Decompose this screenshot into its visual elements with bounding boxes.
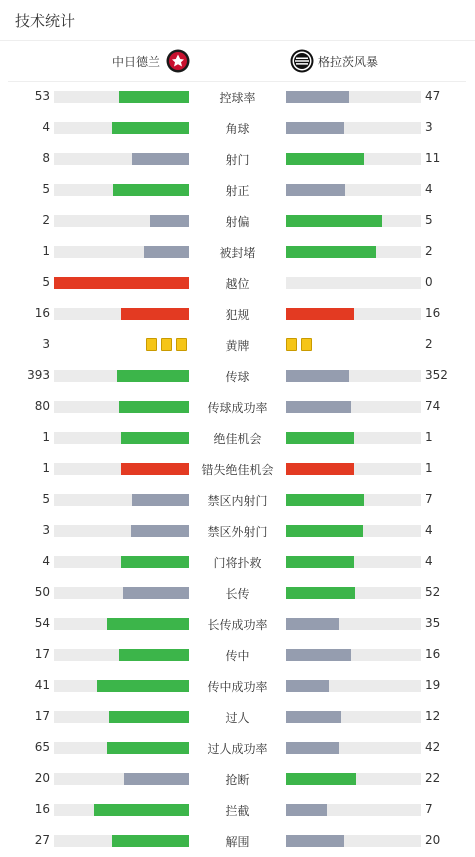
away-value: 35 xyxy=(425,616,441,630)
home-bar-track xyxy=(54,308,189,320)
away-team-name: 格拉茨风暴 xyxy=(318,54,379,69)
away-value: 4 xyxy=(425,182,433,196)
away-bar-fill xyxy=(286,246,376,258)
home-bar-track xyxy=(54,91,189,103)
away-value: 16 xyxy=(425,647,441,661)
home-bar-track xyxy=(54,835,189,847)
stat-row xyxy=(0,329,475,360)
home-bar-track xyxy=(54,618,189,630)
stat-label: 解围 xyxy=(225,835,250,849)
away-bar-track xyxy=(286,587,421,599)
away-bar-fill xyxy=(286,556,354,568)
home-bar-track xyxy=(54,711,189,723)
home-bar-fill xyxy=(113,184,189,196)
away-bar-fill xyxy=(286,587,355,599)
away-bar-track xyxy=(286,680,421,692)
home-value: 393 xyxy=(27,368,50,382)
stat-row xyxy=(0,732,475,763)
stat-label: 角球 xyxy=(225,122,250,136)
home-value: 53 xyxy=(34,89,50,103)
away-value: 20 xyxy=(425,833,441,847)
away-value: 74 xyxy=(425,399,441,413)
stat-label: 过人 xyxy=(225,711,250,725)
home-bar-fill xyxy=(121,432,189,444)
away-value: 11 xyxy=(425,151,441,165)
away-value: 7 xyxy=(425,802,433,816)
away-bar-fill xyxy=(286,804,327,816)
away-bar-track xyxy=(286,184,421,196)
away-bar-fill xyxy=(286,711,341,723)
home-bar-track xyxy=(54,773,189,785)
stat-label: 射偏 xyxy=(225,215,250,229)
stat-row xyxy=(0,267,475,298)
home-bar-track xyxy=(54,370,189,382)
home-value: 80 xyxy=(34,399,50,413)
away-bar-track xyxy=(286,370,421,382)
home-bar-track xyxy=(54,277,189,289)
stat-label: 传球成功率 xyxy=(207,401,268,415)
home-value: 16 xyxy=(34,802,50,816)
away-yellow-cards xyxy=(286,338,316,351)
home-value: 20 xyxy=(34,771,50,785)
stat-label: 黄牌 xyxy=(225,339,250,353)
home-value: 3 xyxy=(42,523,50,537)
home-bar-fill xyxy=(54,277,189,289)
home-value: 3 xyxy=(42,337,50,351)
away-bar-fill xyxy=(286,401,351,413)
away-bar-track xyxy=(286,711,421,723)
home-bar-track xyxy=(54,649,189,661)
stat-row xyxy=(0,391,475,422)
home-value: 17 xyxy=(34,709,50,723)
home-value: 5 xyxy=(42,182,50,196)
away-bar-track xyxy=(286,618,421,630)
home-team[interactable] xyxy=(112,48,190,74)
away-bar-fill xyxy=(286,308,354,320)
home-value: 1 xyxy=(42,244,50,258)
away-bar-fill xyxy=(286,649,351,661)
stat-label: 越位 xyxy=(225,277,250,291)
stat-row xyxy=(0,360,475,391)
away-bar-track xyxy=(286,835,421,847)
away-bar-fill xyxy=(286,370,349,382)
stat-label: 传中 xyxy=(225,649,250,663)
home-bar-track xyxy=(54,246,189,258)
stat-row xyxy=(0,81,475,112)
teams-row xyxy=(8,41,466,82)
home-value: 27 xyxy=(34,833,50,847)
away-bar-track xyxy=(286,246,421,258)
stat-label: 长传 xyxy=(225,587,250,601)
home-value: 1 xyxy=(42,430,50,444)
home-value: 4 xyxy=(42,554,50,568)
stat-row xyxy=(0,205,475,236)
home-value: 54 xyxy=(34,616,50,630)
away-value: 22 xyxy=(425,771,441,785)
home-bar-track xyxy=(54,215,189,227)
stat-row xyxy=(0,236,475,267)
away-bar-track xyxy=(286,742,421,754)
stat-row xyxy=(0,639,475,670)
away-bar-track xyxy=(286,277,421,289)
home-bar-track xyxy=(54,122,189,134)
stat-row xyxy=(0,825,475,856)
away-value: 16 xyxy=(425,306,441,320)
home-bar-track xyxy=(54,401,189,413)
away-bar-fill xyxy=(286,835,344,847)
stat-row xyxy=(0,701,475,732)
home-value: 8 xyxy=(42,151,50,165)
stat-row xyxy=(0,670,475,701)
home-bar-track xyxy=(54,556,189,568)
away-bar-track xyxy=(286,494,421,506)
home-bar-fill xyxy=(107,618,189,630)
home-bar-track xyxy=(54,525,189,537)
home-bar-track xyxy=(54,587,189,599)
home-value: 5 xyxy=(42,275,50,289)
yellow-card-icon xyxy=(176,338,187,351)
away-bar-fill xyxy=(286,494,364,506)
away-bar-track xyxy=(286,215,421,227)
home-bar-fill xyxy=(109,711,189,723)
stat-row xyxy=(0,422,475,453)
stat-label: 绝佳机会 xyxy=(213,432,262,446)
away-bar-fill xyxy=(286,153,364,165)
sturm-graz-crest-icon xyxy=(290,49,314,73)
home-bar-fill xyxy=(121,463,189,475)
away-bar-track xyxy=(286,525,421,537)
stat-row xyxy=(0,577,475,608)
home-bar-track xyxy=(54,184,189,196)
home-bar-fill xyxy=(94,804,189,816)
away-team[interactable] xyxy=(290,48,378,74)
away-value: 5 xyxy=(425,213,433,227)
home-bar-fill xyxy=(117,370,189,382)
away-value: 47 xyxy=(425,89,441,103)
home-value: 1 xyxy=(42,461,50,475)
stat-label: 被封堵 xyxy=(219,246,256,260)
home-bar-track xyxy=(54,494,189,506)
stat-row xyxy=(0,763,475,794)
away-value: 42 xyxy=(425,740,441,754)
stat-row xyxy=(0,174,475,205)
away-value: 352 xyxy=(425,368,448,382)
away-bar-fill xyxy=(286,215,382,227)
away-bar-fill xyxy=(286,184,345,196)
home-bar-fill xyxy=(144,246,189,258)
stat-label: 错失绝佳机会 xyxy=(201,463,274,477)
home-value: 16 xyxy=(34,306,50,320)
stat-row xyxy=(0,794,475,825)
away-value: 4 xyxy=(425,554,433,568)
away-bar-fill xyxy=(286,773,356,785)
away-bar-fill xyxy=(286,680,329,692)
away-bar-track xyxy=(286,122,421,134)
yellow-card-icon xyxy=(301,338,312,351)
home-bar-fill xyxy=(121,308,189,320)
away-bar-fill xyxy=(286,91,349,103)
stat-row xyxy=(0,484,475,515)
away-value: 2 xyxy=(425,244,433,258)
stat-row xyxy=(0,112,475,143)
home-bar-track xyxy=(54,742,189,754)
home-bar-track xyxy=(54,153,189,165)
home-yellow-cards xyxy=(144,338,189,351)
away-bar-fill xyxy=(286,122,344,134)
away-bar-track xyxy=(286,556,421,568)
home-bar-track xyxy=(54,432,189,444)
stat-label: 射正 xyxy=(225,184,250,198)
home-bar-track xyxy=(54,804,189,816)
home-value: 4 xyxy=(42,120,50,134)
stat-row xyxy=(0,298,475,329)
away-value: 0 xyxy=(425,275,433,289)
home-value: 5 xyxy=(42,492,50,506)
stat-row xyxy=(0,515,475,546)
away-bar-fill xyxy=(286,618,339,630)
stat-label: 禁区内射门 xyxy=(207,494,268,508)
stat-label: 犯规 xyxy=(225,308,250,322)
stat-label: 拦截 xyxy=(225,804,250,818)
home-bar-fill xyxy=(112,122,189,134)
home-bar-fill xyxy=(119,649,189,661)
away-bar-track xyxy=(286,91,421,103)
away-value: 4 xyxy=(425,523,433,537)
yellow-card-icon xyxy=(161,338,172,351)
stat-label: 控球率 xyxy=(219,91,256,105)
away-value: 12 xyxy=(425,709,441,723)
away-bar-track xyxy=(286,463,421,475)
page-title: 技术统计 xyxy=(15,12,76,30)
home-value: 41 xyxy=(34,678,50,692)
home-bar-track xyxy=(54,463,189,475)
away-value: 1 xyxy=(425,461,433,475)
home-team-name: 中日德兰 xyxy=(111,54,160,69)
home-bar-fill xyxy=(124,773,189,785)
home-bar-fill xyxy=(132,153,189,165)
home-bar-fill xyxy=(97,680,189,692)
away-bar-fill xyxy=(286,432,354,444)
stat-label: 抢断 xyxy=(225,773,250,787)
home-value: 2 xyxy=(42,213,50,227)
home-bar-fill xyxy=(112,835,189,847)
home-bar-fill xyxy=(121,556,189,568)
home-bar-fill xyxy=(119,91,189,103)
away-bar-fill xyxy=(286,742,339,754)
away-bar-track xyxy=(286,432,421,444)
stat-row xyxy=(0,143,475,174)
stat-label: 过人成功率 xyxy=(207,742,268,756)
home-bar-fill xyxy=(132,494,189,506)
stat-label: 射门 xyxy=(225,153,250,167)
stats-header xyxy=(0,0,475,41)
home-value: 65 xyxy=(34,740,50,754)
stat-label: 传球 xyxy=(225,370,250,384)
away-bar-track xyxy=(286,773,421,785)
home-bar-track xyxy=(54,680,189,692)
away-value: 52 xyxy=(425,585,441,599)
away-bar-track xyxy=(286,804,421,816)
away-value: 3 xyxy=(425,120,433,134)
away-bar-track xyxy=(286,308,421,320)
home-bar-fill xyxy=(107,742,189,754)
stat-label: 长传成功率 xyxy=(207,618,268,632)
away-bar-fill xyxy=(286,525,363,537)
midtjylland-crest-icon xyxy=(166,49,190,73)
stat-label: 传中成功率 xyxy=(207,680,268,694)
away-value: 2 xyxy=(425,337,433,351)
home-bar-fill xyxy=(131,525,189,537)
away-bar-track xyxy=(286,401,421,413)
stat-row xyxy=(0,453,475,484)
away-bar-track xyxy=(286,153,421,165)
yellow-card-icon xyxy=(286,338,297,351)
away-bar-fill xyxy=(286,463,354,475)
away-bar-track xyxy=(286,649,421,661)
home-value: 17 xyxy=(34,647,50,661)
away-value: 7 xyxy=(425,492,433,506)
stat-label: 门将扑救 xyxy=(213,556,262,570)
stat-label: 禁区外射门 xyxy=(207,525,268,539)
away-value: 1 xyxy=(425,430,433,444)
away-value: 19 xyxy=(425,678,441,692)
yellow-card-icon xyxy=(146,338,157,351)
stat-row xyxy=(0,608,475,639)
home-bar-fill xyxy=(150,215,189,227)
home-bar-fill xyxy=(123,587,189,599)
home-value: 50 xyxy=(34,585,50,599)
stat-row xyxy=(0,546,475,577)
home-bar-fill xyxy=(119,401,189,413)
